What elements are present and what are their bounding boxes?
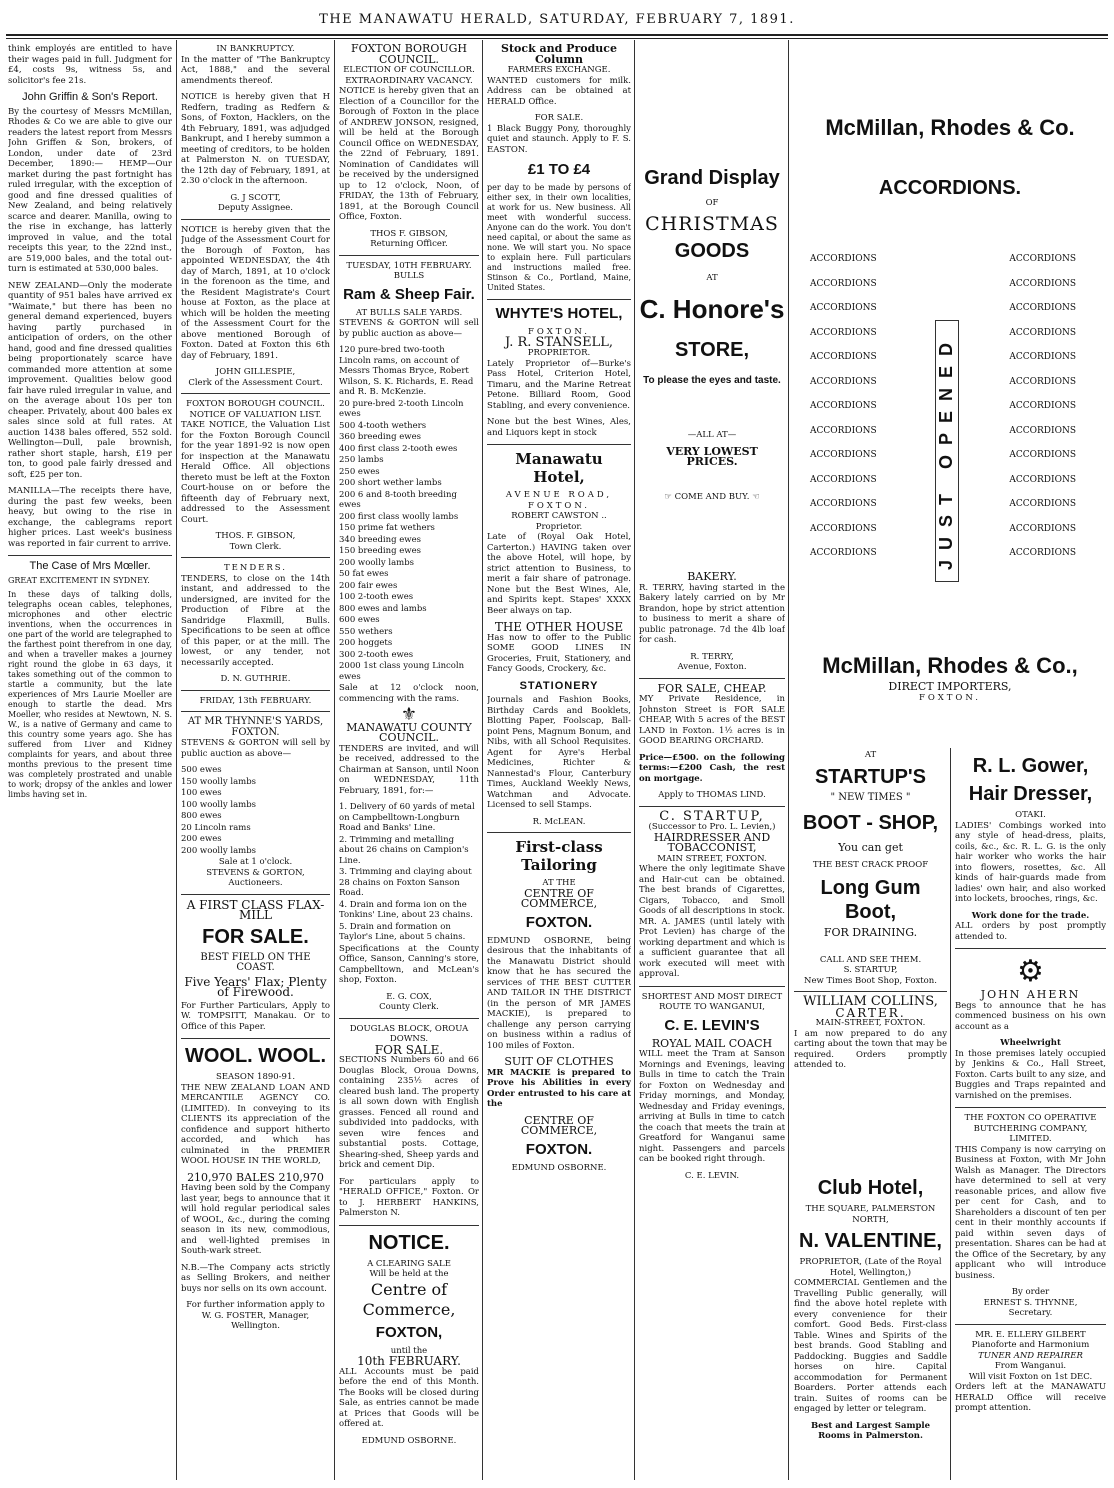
manawatu-hotel-road: AVENUE ROAD,	[505, 490, 613, 500]
list-item: 550 wethers	[339, 626, 393, 637]
list-item: 1. Delivery of 60 yards of metal on Campbelltown-Longburn Road and Banks' Line.	[339, 802, 475, 833]
accordion-label: ACCORDIONS	[1009, 450, 1076, 460]
griffin-report-body: NEW ZEALAND—Only the moderate quantity of 951 bales have arrived ex "Waimate," but there has been no general demand experienced, buyers having partly purchased in anticipation of orders, on the other hand, good and fine dressed qualities being proportionately scarce have commanded more attention at some improvement. Qualities below good fair have ruled irregular in value, and on the average about 10s per ton cheaper. Privately, about 400 bales ex sales since sold at full rates. At auction 1438 bales offered, 552 sold. Wellington—Dull, pale brownish, rather short staple, harsh, £19 per ton, to good pale fairly dressed and soft, £25 per ton.	[8, 280, 172, 480]
accordion-row	[794, 254, 1106, 265]
assessment-notice: NOTICE is hereby given that the Judge of the Assessment Court for the Borough of Foxton, has appointed WEDNESDAY, the 4th day of March, 1891, at 10 o'clock in the forenoon as the time, and the Resident Magistrate's Court house at Foxton, as the place at which will be holden the meeting of the Assessment Court for the above mentioned Borough of Foxton. Dated at Foxton this 6th day of February, 1891.	[181, 224, 330, 361]
divider	[181, 711, 330, 712]
wool-title: WOOL. WOOL.	[184, 1045, 327, 1067]
new-times: " NEW TIMES "	[830, 791, 911, 803]
mcmillan-title: McMillan, Rhodes & Co.	[825, 115, 1075, 140]
masthead: THE MANAWATU HERALD, SATURDAY, FEBRUARY 7, 1891.	[319, 12, 795, 27]
divider	[181, 894, 330, 895]
accordion-label: ACCORDIONS	[810, 523, 877, 534]
accordion-label: ACCORDIONS	[1009, 352, 1076, 362]
sample-rooms: Best and Largest Sample Rooms in Palmerston.	[810, 1420, 931, 1441]
list-item: 200 ewes	[181, 834, 222, 844]
startup-successor: (Successor to Pro. L. Levien,)	[648, 822, 776, 832]
tenders-title: TENDERS.	[224, 563, 287, 573]
club-hotel-ad	[794, 1172, 947, 1482]
list-item: 500 4-tooth wethers	[339, 420, 427, 431]
fair-date: TUESDAY, 10TH FEBRUARY.	[346, 260, 472, 271]
collins-street: MAIN-STREET, FOXTON.	[815, 1018, 926, 1028]
valuation-title: FOXTON BOROUGH COUNCIL. NOTICE OF VALUATION LIST.	[186, 399, 325, 420]
whytes-hotel-wines: None but the best Wines, Ales, and Liquors kept in stock	[487, 417, 631, 438]
fair-title: Ram & Sheep Fair.	[343, 285, 475, 303]
divider	[339, 1225, 479, 1226]
column-5	[639, 44, 785, 1480]
column-4	[487, 44, 631, 1480]
tailoring-town-2: FOXTON.	[525, 1140, 593, 1158]
list-item: 200 woolly lambs	[339, 557, 415, 568]
signature-title: Avenue, Foxton.	[677, 662, 747, 672]
divider	[181, 219, 330, 220]
accordion-label: ACCORDIONS	[810, 352, 877, 362]
manawatu-hotel-proprietor: ROBERT CAWSTON .. Proprietor.	[511, 511, 607, 532]
route-title: SHORTEST AND MOST DIRECT ROUTE TO WANGANUI,	[641, 991, 783, 1012]
list-item: 200 fair ewes	[339, 580, 398, 591]
flaxmill-field: BEST FIELD ON THE COAST.	[200, 951, 311, 973]
list-item: 340 breeding ewes	[339, 534, 421, 545]
list-item: 100 ewes	[181, 788, 222, 798]
notice-title: NOTICE.	[368, 1231, 450, 1254]
column-1	[8, 44, 172, 1480]
list-item: 100 woolly lambs	[181, 799, 257, 810]
divider	[639, 678, 785, 679]
accordion-row	[794, 279, 1106, 290]
signature: Apply to THOMAS LIND.	[658, 790, 766, 800]
other-house-title: THE OTHER HOUSE	[494, 620, 624, 634]
list-item: 800 ewes	[181, 811, 222, 821]
coach-title: ROYAL MAIL COACH	[651, 1036, 773, 1050]
wool-bales: 210,970 BALES 210,970	[187, 1170, 324, 1184]
list-item: 600 ewes	[339, 615, 380, 625]
signature: EDMUND OSBORNE.	[361, 1435, 457, 1446]
accordions-title: ACCORDIONS.	[878, 177, 1022, 199]
tender-list	[339, 802, 479, 943]
manawatu-hotel-notice: Late of (Royal Oak Hotel, Carterton.) HAVING taken over the above Hotel, will hope, by strict attention to Business, to merit a fair share of patronage. None but the Best Wines, Ale, and Spirits kept. Stapes' XXXX Beer always on tap.	[487, 532, 631, 616]
stock-list	[181, 765, 330, 856]
bakery-notice: R. TERRY, having started in the Bakery lately carried on by Mr Brandon, hope by strict attention to business to merit a share of public patronage. 7d the 4lb loaf for cash.	[639, 582, 785, 645]
fair-location: AT BULLS SALE YARDS.	[355, 307, 463, 318]
gower-town: OTAKI.	[1015, 810, 1046, 820]
butchering-notice: THIS Company is now carrying on Business at Foxton, with Mr John Walsh as Manager. The Directors have determined to sell at very reasonable prices, and allow five per cent for Cash, and to Shareholders a discount of ten per cent in their monthly accounts if paid within seven days of presentation. Shares can be had at the Office of the Secretary, by any applicant who will introduce business.	[955, 1144, 1106, 1281]
list-item: 120 pure-bred two-tooth Lincoln rams, on account of Messrs Thomas Bryce, Robert Wilson, S. K. Richards, E. Read and R. B. McKenzie.	[339, 345, 474, 397]
list-item: 20 Lincoln rams	[181, 822, 251, 833]
gower-trade: Work done for the trade.	[971, 910, 1090, 921]
flaxmill-for-sale: FOR SALE.	[202, 925, 309, 948]
mackie-notice: MR MACKIE is prepared to Prove his Abilities in every Order entrusted to his care at the	[487, 1067, 631, 1109]
grand-display-title: Grand Display	[644, 167, 780, 189]
accordion-label: ACCORDIONS	[810, 499, 877, 509]
column-divider	[176, 40, 177, 1480]
list-item: 300 2-tooth ewes	[339, 649, 414, 660]
accordion-label: ACCORDIONS	[810, 474, 877, 485]
tailoring-town: FOXTON.	[525, 913, 593, 931]
accordion-label: ACCORDIONS	[1009, 499, 1076, 509]
stationery-notice: Journals and Fashion Books, Birthday Cards and Booklets, Blotting Paper, Foolscap, Ball-point Pens, Magnum Bonum, and Nibs, with all School Requisites. Agent for Ayre's Herbal Medicines, Richter & Nannestad's Flour, Canterbury Times, Auckland Weekly News, Watchman and Advocate. Licensed to sell Stamps.	[487, 695, 631, 810]
moeller-title: The Case of Mrs Mœller.	[29, 560, 151, 572]
divider	[181, 393, 330, 394]
list-item: 3. Trimming and claying about 28 chains on Foxton Sanson Road.	[339, 867, 472, 898]
list-item: 200 6 and 8-tooth breeding ewes	[339, 489, 457, 510]
manawatu-hotel-town: FOXTON.	[527, 500, 590, 511]
list-item: 200 hoggets	[339, 638, 393, 648]
suit-title: SUIT OF CLOTHES	[504, 1055, 614, 1068]
gower-title: Hair Dresser,	[968, 783, 1093, 805]
signature: D. N. GUTHRIE.	[220, 674, 291, 684]
tailoring-at: AT THE	[542, 878, 576, 888]
mcmillan-importers	[794, 650, 1106, 730]
county-title: MANAWATU COUNTY COUNCIL.	[346, 720, 472, 744]
stock-list	[339, 345, 479, 682]
douglas-notice: SECTIONS Numbers 60 and 66 Douglas Block, Oroua Downs, containing 235½ acres of cleared bush land. The property is all sown down with English grasses. Fenced all round and subdivided into paddocks, with seven wire fences and substantial posts. Cottage, Shearing-shed, Sheep yards and brick and cement Dip.	[339, 1055, 479, 1170]
stansell-title: PROPRIETOR.	[527, 348, 591, 358]
for-sale-title: FOR SALE.	[534, 113, 584, 123]
grand-display-of: OF	[705, 198, 719, 208]
accordion-label: ACCORDIONS	[1009, 278, 1076, 289]
gilbert-instruments: Pianoforte and Harmonium	[971, 1340, 1090, 1350]
club-hotel-title: Club Hotel,	[817, 1177, 924, 1199]
store-title: STORE,	[674, 338, 750, 361]
list-item: 4. Drain and forma ion on the Tonkins' Line, about 23 chains.	[339, 899, 473, 920]
for-draining: FOR DRAINING.	[823, 926, 918, 939]
signature: S. STARTUP,	[843, 965, 898, 975]
startup-notice: Where the only legitimate Shave and Hair-cut can be obtained. The best brands of Cigarettes, Cigars, Tobacco, and Smoll Goods of all descriptions in stock. MR. A. JAMES (until lately with Prot Levien) has charge of the working department and which is a sufficient guarantee that all work executed will meet with approval.	[639, 864, 785, 979]
list-item: 200 woolly lambs	[181, 845, 257, 856]
list-item: 20 pure-bred 2-tooth Lincoln ewes	[339, 398, 464, 419]
masthead-rule	[6, 34, 1108, 36]
signature: THOS F. GIBSON,	[370, 228, 448, 239]
manawatu-hotel-title: Manawatu Hotel,	[515, 450, 603, 486]
collins-trade: CARTER.	[835, 1005, 906, 1020]
flaxmill-details: Five Years' Flax; Plenty of Firewood.	[184, 974, 327, 999]
wool-sales: Having been sold by the Company last year, begs to announce that it will hold regular periodical sales of WOOL, &c., during the coming season in its new, commodious, and well-lighted premises in South-wark street.	[181, 1183, 330, 1256]
club-hotel-address: THE SQUARE, PALMERSTON NORTH,	[805, 1204, 936, 1225]
ahern-name: JOHN AHERN	[980, 988, 1081, 1001]
list-item: 2000 1st class young Lincoln ewes	[339, 661, 465, 682]
divider	[639, 806, 785, 807]
carriage-icon: ⚙	[1017, 954, 1044, 989]
fair-notice: STEVENS & GORTON will sell by public auction as above—	[339, 318, 479, 339]
boot-best: THE BEST CRACK PROOF	[812, 859, 929, 870]
divider	[487, 832, 631, 833]
boot-shop-name: STARTUP'S	[814, 765, 927, 788]
election-subtitle: ELECTION OF COUNCILLOR.	[343, 65, 475, 75]
accordion-label: ACCORDIONS	[1009, 523, 1076, 534]
ahern-notice: Begs to announce that he has commenced business on his own account as a	[955, 1000, 1106, 1032]
divider	[487, 444, 631, 445]
county-notice: TENDERS are invited, and will be received, addressed to the Chairman at Sanson, until Noon on WEDNESDAY, 11th February, 1891, for:—	[339, 743, 479, 796]
valuation-notice: TAKE NOTICE, the Valuation List for the Foxton Borough Council for the year 1891-92 is now open for inspection at the Manawatu Herald Office. All objections thereto must be left at the Foxton Court-house on or before the fifteenth day of February next, addressed to the Assessment Court.	[181, 420, 330, 525]
tailoring-title: First-class Tailoring	[515, 838, 603, 874]
sale-location: AT MR THYNNE'S YARDS, FOXTON.	[187, 716, 324, 738]
clearing-held: Will be held at the	[369, 1269, 449, 1279]
column-divider	[334, 40, 335, 1480]
accordion-label: ACCORDIONS	[810, 425, 877, 436]
list-item: 5. Drain and formation on Taylor's Line, about 5 chains.	[339, 921, 466, 942]
column-divider	[634, 40, 635, 1480]
goods-title: GOODS	[674, 240, 750, 262]
gower-name: R. L. Gower,	[972, 755, 1089, 777]
bankruptcy-intro: In the matter of "The Bankruptcy Act, 1888," and the several amendments thereof.	[181, 54, 330, 86]
douglas-for-sale: FOR SALE.	[374, 1042, 444, 1057]
douglas-title: DOUGLAS BLOCK, OROUA DOWNS.	[349, 1023, 469, 1044]
divider	[181, 557, 330, 558]
honore-title: C. Honore's	[639, 293, 785, 324]
signature: THOS. F. GIBSON,	[215, 531, 296, 541]
by-order: By order	[1011, 1287, 1050, 1297]
boot-shop-title: BOOT - SHOP,	[802, 812, 939, 834]
divider	[181, 1038, 330, 1039]
signature: G. J SCOTT,	[230, 192, 281, 203]
coach-notice: WILL meet the Tram at Sanson Mornings and Evenings, leaving Bulls in time to catch the Train for Foxton on Wednesday and Friday mornings, and Monday, Wednesday and Friday evenings, arriving at Bulls in time to catch the coach that meets the train at Greatford for Wanganui same night. Passengers and parcels can be booked right through.	[639, 1049, 785, 1164]
accordion-label: ACCORDIONS	[1009, 327, 1076, 338]
stock-column-title: Stock and Produce Column	[501, 44, 617, 66]
whytes-hotel-town: FOXTON.	[527, 327, 590, 337]
money-notice: per day to be made by persons of either sex, in their own localities, at work for us. New business. All meet with wonderful success. Anyone can do the work. You don't need capital, or about the same as none. We will start you. No space to explain here. Full particulars and instructions mailed free. Stinson & Co., Portland, Maine, United States.	[487, 183, 631, 292]
startup-street: MAIN STREET, FOXTON.	[657, 853, 767, 864]
clearing-place: Centre of Commerce,	[362, 1279, 456, 1319]
goods-at: AT	[706, 273, 718, 283]
list-item: 150 breeding ewes	[339, 546, 421, 556]
signature-title: New Times Boot Shop, Foxton.	[804, 975, 937, 986]
signature: ERNEST S. THYNNE,	[983, 1297, 1078, 1308]
list-item: 100 2-tooth ewes	[339, 592, 414, 602]
bakery-title: BAKERY.	[687, 570, 737, 583]
accordion-label: ACCORDIONS	[810, 254, 877, 264]
accordion-label: ACCORDIONS	[1009, 401, 1076, 411]
flaxmill-title: A FIRST CLASS FLAX-MILL	[186, 897, 325, 922]
accordion-label: ACCORDIONS	[1009, 474, 1076, 485]
accordion-label: ACCORDIONS	[810, 401, 877, 411]
signature-title: Returning Officer.	[370, 239, 448, 249]
gilbert-visit: Will visit Foxton on 1st DEC.	[968, 1371, 1093, 1382]
tailoring-place-2: CENTRE OF COMMERCE,	[520, 1113, 598, 1137]
douglas-contact: For particulars apply to "HERALD OFFICE," Foxton. Or to J. HERBERT HANKINS, Palmerston N.	[339, 1176, 479, 1218]
ahern-premises: In those premises lately occupied by Jenkins & Co., Hall Street, Foxton. Carts built to any size, and Buggies and Traps repainted and varnished on the premises.	[955, 1048, 1106, 1101]
divider	[8, 555, 172, 556]
divider	[181, 690, 330, 691]
signature: JOHN GILLESPIE,	[215, 367, 296, 377]
election-notice: NOTICE is hereby given that an Election of a Councillor for the Borough of Foxton in the place of ANDREW JONSON, resigned, will be held at the Borough Council Office on WEDNESDAY, the 22nd of February, 1891. Nomination of Candidates will be received by the undersigned up to 12 o'clock, Noon, of FRIDAY, the 13th of February, 1891, at the Borough Council Office, Foxton.	[339, 86, 479, 222]
divider	[339, 255, 479, 256]
griffin-report-body: MANILLA—The receipts there have, during the past few weeks, been heavy, but owing to the rise in exchange, the cablegrams report higher prices. Last week's business was reported in fair current to arrive.	[8, 486, 172, 549]
stansell-name: J. R. STANSELL,	[505, 334, 613, 350]
christmas-title: CHRISTMAS	[645, 212, 779, 235]
intro-text: think employés are entitled to have their wages paid in full. Judgment for £4, costs 9s, witness 5s, and solicitor's fee 21s.	[8, 44, 172, 86]
please-eyes: To please the eyes and taste.	[643, 374, 781, 386]
divider	[955, 1107, 1106, 1108]
wool-contact: For further information apply to W. G. FOSTER, Manager, Wellington.	[186, 1300, 325, 1331]
clearing-town: FOXTON,	[375, 1323, 443, 1341]
list-item: 200 first class woolly lambs	[339, 511, 459, 522]
valentine-name: N. VALENTINE,	[799, 1230, 942, 1252]
moeller-body: In these days of talking dolls, telegraphs ocean cables, telephones, microphones and other electric inventions, when the occurrences in one part of the world are telegraphed to the farthest point therefrom in one day, and when a traveller makes a journey right round the globe in 63 days, it takes something out of the common to startle a community, but the late experiences of Mrs Laurie Moeller are enough to startle the dead. Mrs Moeller, who resides at Newtown, N. S. W., is a native of Germany and came to this country some years ago. She has suffered from Liver and Kidney complaints for years, and about three months previous to the present time was completely prostrated and unable to work; dropsy of the ankles and lower limbs having set in.	[8, 589, 172, 799]
gilbert-trade: TUNER AND REPAIRER	[978, 1350, 1083, 1361]
just-opened-banner: JUST OPENED	[935, 320, 959, 582]
collins-notice: I am now prepared to do any carting about the town that may be required. Orders promptly attended to.	[794, 1028, 947, 1070]
tailoring-notice: EDMUND OSBORNE, being desirous that the inhabitants of the Manawatu District should know that he has secured the services of THE BEST CUTTER AND TAILOR IN THE DISTRICT (in the person of MR JAMES MACKIE), is prepared to challenge any person carrying on business within a radius of 100 miles of Foxton.	[487, 935, 631, 1051]
signature-title: County Clerk.	[379, 1002, 439, 1012]
sale-time: Sale at 1 o'clock.	[218, 857, 293, 867]
moeller-subtitle: GREAT EXCITEMENT IN SYDNEY.	[8, 575, 150, 585]
signature: C. E. LEVIN.	[684, 1170, 740, 1181]
column-divider	[482, 40, 483, 1480]
accordion-label: ACCORDIONS	[810, 376, 877, 387]
list-item: 360 breeding ewes	[339, 432, 421, 442]
column-divider	[788, 40, 789, 1480]
levin-title: C. E. LEVIN'S	[664, 1016, 760, 1034]
list-item: 500 ewes	[181, 765, 222, 775]
wheelwright-title: Wheelwright	[1000, 1038, 1061, 1048]
whytes-hotel-notice: Lately Proprietor of—Burke's Pass Hotel, Criterion Hotel, Timaru, and the Marine Retreat Petone. Billiard Room, Good Stabling, and every convenience.	[487, 358, 631, 411]
gilbert-name: MR. E. ELLERY GILBERT	[975, 1329, 1086, 1340]
list-item: 800 ewes and lambs	[339, 603, 427, 614]
accordion-label: ACCORDIONS	[810, 548, 877, 558]
fair-place: BULLS	[393, 271, 425, 281]
crest-icon: ⚜	[400, 704, 418, 725]
signature-title: Deputy Assignee.	[218, 203, 293, 213]
call-and-see: CALL AND SEE THEM.	[819, 954, 922, 965]
signature-title: Secretary.	[1008, 1308, 1053, 1318]
list-item: 150 woolly lambs	[181, 776, 257, 787]
boot-you-can: You can get	[838, 841, 903, 854]
clearing-sale: A CLEARING SALE	[367, 1258, 451, 1269]
column-2	[181, 44, 330, 1480]
mcmillan-title-2: McMillan, Rhodes & Co.,	[822, 653, 1078, 678]
divider	[955, 948, 1106, 949]
accordion-label: ACCORDIONS	[810, 303, 877, 313]
boot-at: AT	[864, 750, 877, 760]
accordion-label: ACCORDIONS	[810, 278, 877, 289]
divider	[339, 1018, 479, 1019]
signature-title: Auctioneers.	[228, 878, 283, 888]
fair-time: Sale at 12 o'clock noon, commencing with the rams.	[339, 683, 479, 704]
election-vacancy: EXTRAORDINARY VACANCY.	[345, 75, 473, 86]
butchering-title: THE FOXTON CO OPERATIVE BUTCHERING COMPANY, LIMITED.	[964, 1113, 1097, 1144]
startup-boot-ad	[794, 750, 947, 1170]
election-title: FOXTON BOROUGH COUNCIL.	[350, 44, 468, 66]
other-house-notice: Has now to offer to the Public SOME GOOD LINES IN Groceries, Fruit, Stationery, and Fancy Goods, Crockery, &c.	[487, 632, 631, 674]
clearing-date: 10th FEBRUARY.	[357, 1354, 461, 1368]
tenders-notice: TENDERS, to close on the 14th instant, and addressed to the undersigned, are invited for the Production of Fibre at the Sandridge Flaxmill, Bulls. Specifications to be seen at office of this paper, or at the mill. The lowest, or any tender, not necessarily accepted.	[181, 573, 330, 668]
list-item: 50 fat ewes	[339, 569, 389, 579]
list-item: 2. Trimming and metalling about 26 chains on Campion's Line.	[339, 834, 469, 866]
list-item: 400 first class 2-tooth ewes	[339, 443, 458, 454]
money-title: £1 TO £4	[527, 161, 591, 178]
club-hotel-notice: COMMERCIAL Gentlemen and the Travelling Public generally, will find the above hotel replete with every convenience for their comfort. Good Beds. First-class Table. Wines and Spirits of the best brands. Good Stabling and Paddocking. Buggies and Saddle horses on hire. Capital accommodation for Permanent Boarders. Porter attends each train. Suites of rooms can be engaged by letter or telegram.	[794, 1278, 947, 1414]
column-3	[339, 44, 479, 1480]
accordion-row	[794, 303, 1106, 314]
gower-post: ALL orders by post promptly attended to.	[955, 921, 1106, 942]
signature: E. G. COX,	[386, 991, 432, 1002]
residence-price: Price—£500. on the following terms:—£200 Cash, the rest on mortgage.	[639, 752, 785, 784]
collins-name: WILLIAM COLLINS,	[803, 994, 938, 1009]
accordion-label: ACCORDIONS	[1009, 376, 1076, 387]
valentine-title: PROPRIETOR, (Late of the Royal Hotel, Wellington,)	[799, 1257, 942, 1278]
pony-notice: 1 Black Buggy Pony, thoroughly quiet and staunch. Apply to F. S. EASTON.	[487, 123, 631, 155]
signature: EDMUND OSBORNE.	[511, 1162, 607, 1173]
gilbert-orders: Orders left at the MANAWATU HERALD Office will receive prompt attention.	[955, 1382, 1106, 1413]
accordion-label: ACCORDIONS	[810, 327, 877, 338]
divider	[639, 986, 785, 987]
list-item: 250 ewes	[339, 466, 380, 477]
divider	[487, 299, 631, 300]
list-item: 150 prime fat wethers	[339, 523, 435, 533]
right-ads	[955, 750, 1106, 1480]
bankruptcy-notice: NOTICE is hereby given that H Redfern, trading as Redfern & Sons, of Foxton, Hacklers, on the 4th February, 1891, was adjudged Bankrupt, and I hereby summon a meeting of creditors, to be holden at Palmerston N. on TUESDAY, the 12th day of February, 1891, at 2.30 o'clock in the afternoon.	[181, 92, 330, 186]
sale-date: FRIDAY, 13th FEBRUARY.	[199, 695, 312, 706]
gum-boot-title: Long Gum Boot,	[820, 877, 921, 923]
mcmillan-town: FOXTON.	[918, 692, 981, 703]
wool-nb: N.B.—The Company acts strictly as Selling Brokers, and neither buys nor sells on its own account.	[181, 1262, 330, 1294]
stationery-title: STATIONERY	[519, 679, 599, 692]
accordion-label: ACCORDIONS	[1009, 254, 1076, 264]
wanted-notice: WANTED customers for milk. Address can be obtained at HERALD Office.	[487, 75, 631, 107]
list-item: 200 short wether lambs	[339, 478, 442, 488]
sale-cheap-title: FOR SALE, CHEAP.	[657, 681, 767, 695]
flaxmill-contact: For Further Particulars, Apply to W. TOMPSITT, Manakau. Or to Office of this Paper.	[181, 1000, 330, 1032]
masthead-rule-thin	[6, 38, 1108, 39]
tailoring-place: CENTRE OF COMMERCE,	[520, 886, 598, 910]
signature-title: Clerk of the Assessment Court.	[188, 377, 323, 388]
wool-notice: THE NEW ZEALAND LOAN AND MERCANTILE AGENCY CO. (LIMITED). In conveying to its CLIENTS its appreciation of the confidence and support hitherto accorded, and which has culminated in the PREMIER WOOL HOUSE IN THE WORLD,	[181, 1082, 330, 1166]
bankruptcy-title: IN BANKRUPTCY.	[216, 44, 295, 54]
signature: R. McLEAN.	[532, 816, 586, 827]
residence-notice: MY Private Residence, in Johnston Street is FOR SALE CHEAP, With 5 acres of the BEST LAND in Foxton. 1½ acres is in GOOD BEARING ORCHARD.	[639, 694, 785, 746]
hairdresser-title: HAIRDRESSER AND TOBACCONIST,	[653, 830, 771, 854]
griffin-report-body: By the courtesy of Messrs McMillan, Rhodes & Co we are able to give our readers the latest report from Messrs John Griffen & Son, brokers, of London, under date of 23rd December, 1890:— HEMP—Our market during the past fortnight has ruled irregular, with the exception of good and fine dressed qualities of New Zealand, and being relatively scarce and dearer. Manilla, owing to the rise in exchange, has latterly improved in value, and the total receipts this year, to the 22nd inst., are 519,000 bales, and the total out-turn is estimated at 530,000 bales.	[8, 106, 172, 274]
accordion-label: ACCORDIONS	[1009, 548, 1076, 558]
divider	[794, 991, 947, 992]
whytes-hotel-title: WHYTE'S HOTEL,	[495, 305, 623, 322]
direct-importers: DIRECT IMPORTERS,	[888, 680, 1012, 693]
lowest-prices: VERY LOWEST PRICES.	[666, 444, 758, 468]
signature: STEVENS & GORTON,	[206, 867, 305, 878]
griffin-report-title: John Griffin & Son's Report.	[22, 91, 158, 103]
farmers-exchange: FARMERS EXCHANGE.	[507, 65, 611, 75]
gower-notice: LADIES' Combings worked into any style of head-dress, plaits, coils, &c., &c. R. L. G. is the only hair worker who works the hair into flowers, rosettes, &c. All kinds of hair-guards made from ladies' own hair, and also worked into lockets, brooches, rings, &c.	[955, 820, 1106, 904]
county-specs: Specifications at the County Office, Sanson, Canning's store, Campbelltown, and McLean's shop, Foxton.	[339, 943, 479, 985]
wool-season: SEASON 1890-91.	[215, 1072, 296, 1082]
sale-notice: STEVENS & GORTON will sell by public auction as above—	[181, 738, 330, 759]
signature-title: Town Clerk.	[229, 541, 282, 552]
clearing-until: until the	[390, 1345, 428, 1356]
all-at: —ALL AT—	[687, 430, 737, 440]
come-and-buy: ☞ COME AND BUY. ☜	[664, 491, 760, 502]
accordion-label: ACCORDIONS	[1009, 425, 1076, 436]
divider	[955, 1324, 1106, 1325]
accordion-label: ACCORDIONS	[810, 450, 877, 460]
signature: R. TERRY,	[690, 651, 734, 662]
clearing-notice: ALL Accounts must be paid before the end of this Month. The Books will be closed during Sale, as entries cannot be made at Prices that Goods will be offered at.	[339, 1366, 479, 1429]
column-divider	[950, 748, 951, 1480]
accordion-label: ACCORDIONS	[1009, 303, 1076, 313]
list-item: 250 lambs	[339, 455, 384, 465]
gilbert-from: From Wanganui.	[994, 1361, 1067, 1371]
startup-title: C. STARTUP,	[659, 808, 765, 824]
